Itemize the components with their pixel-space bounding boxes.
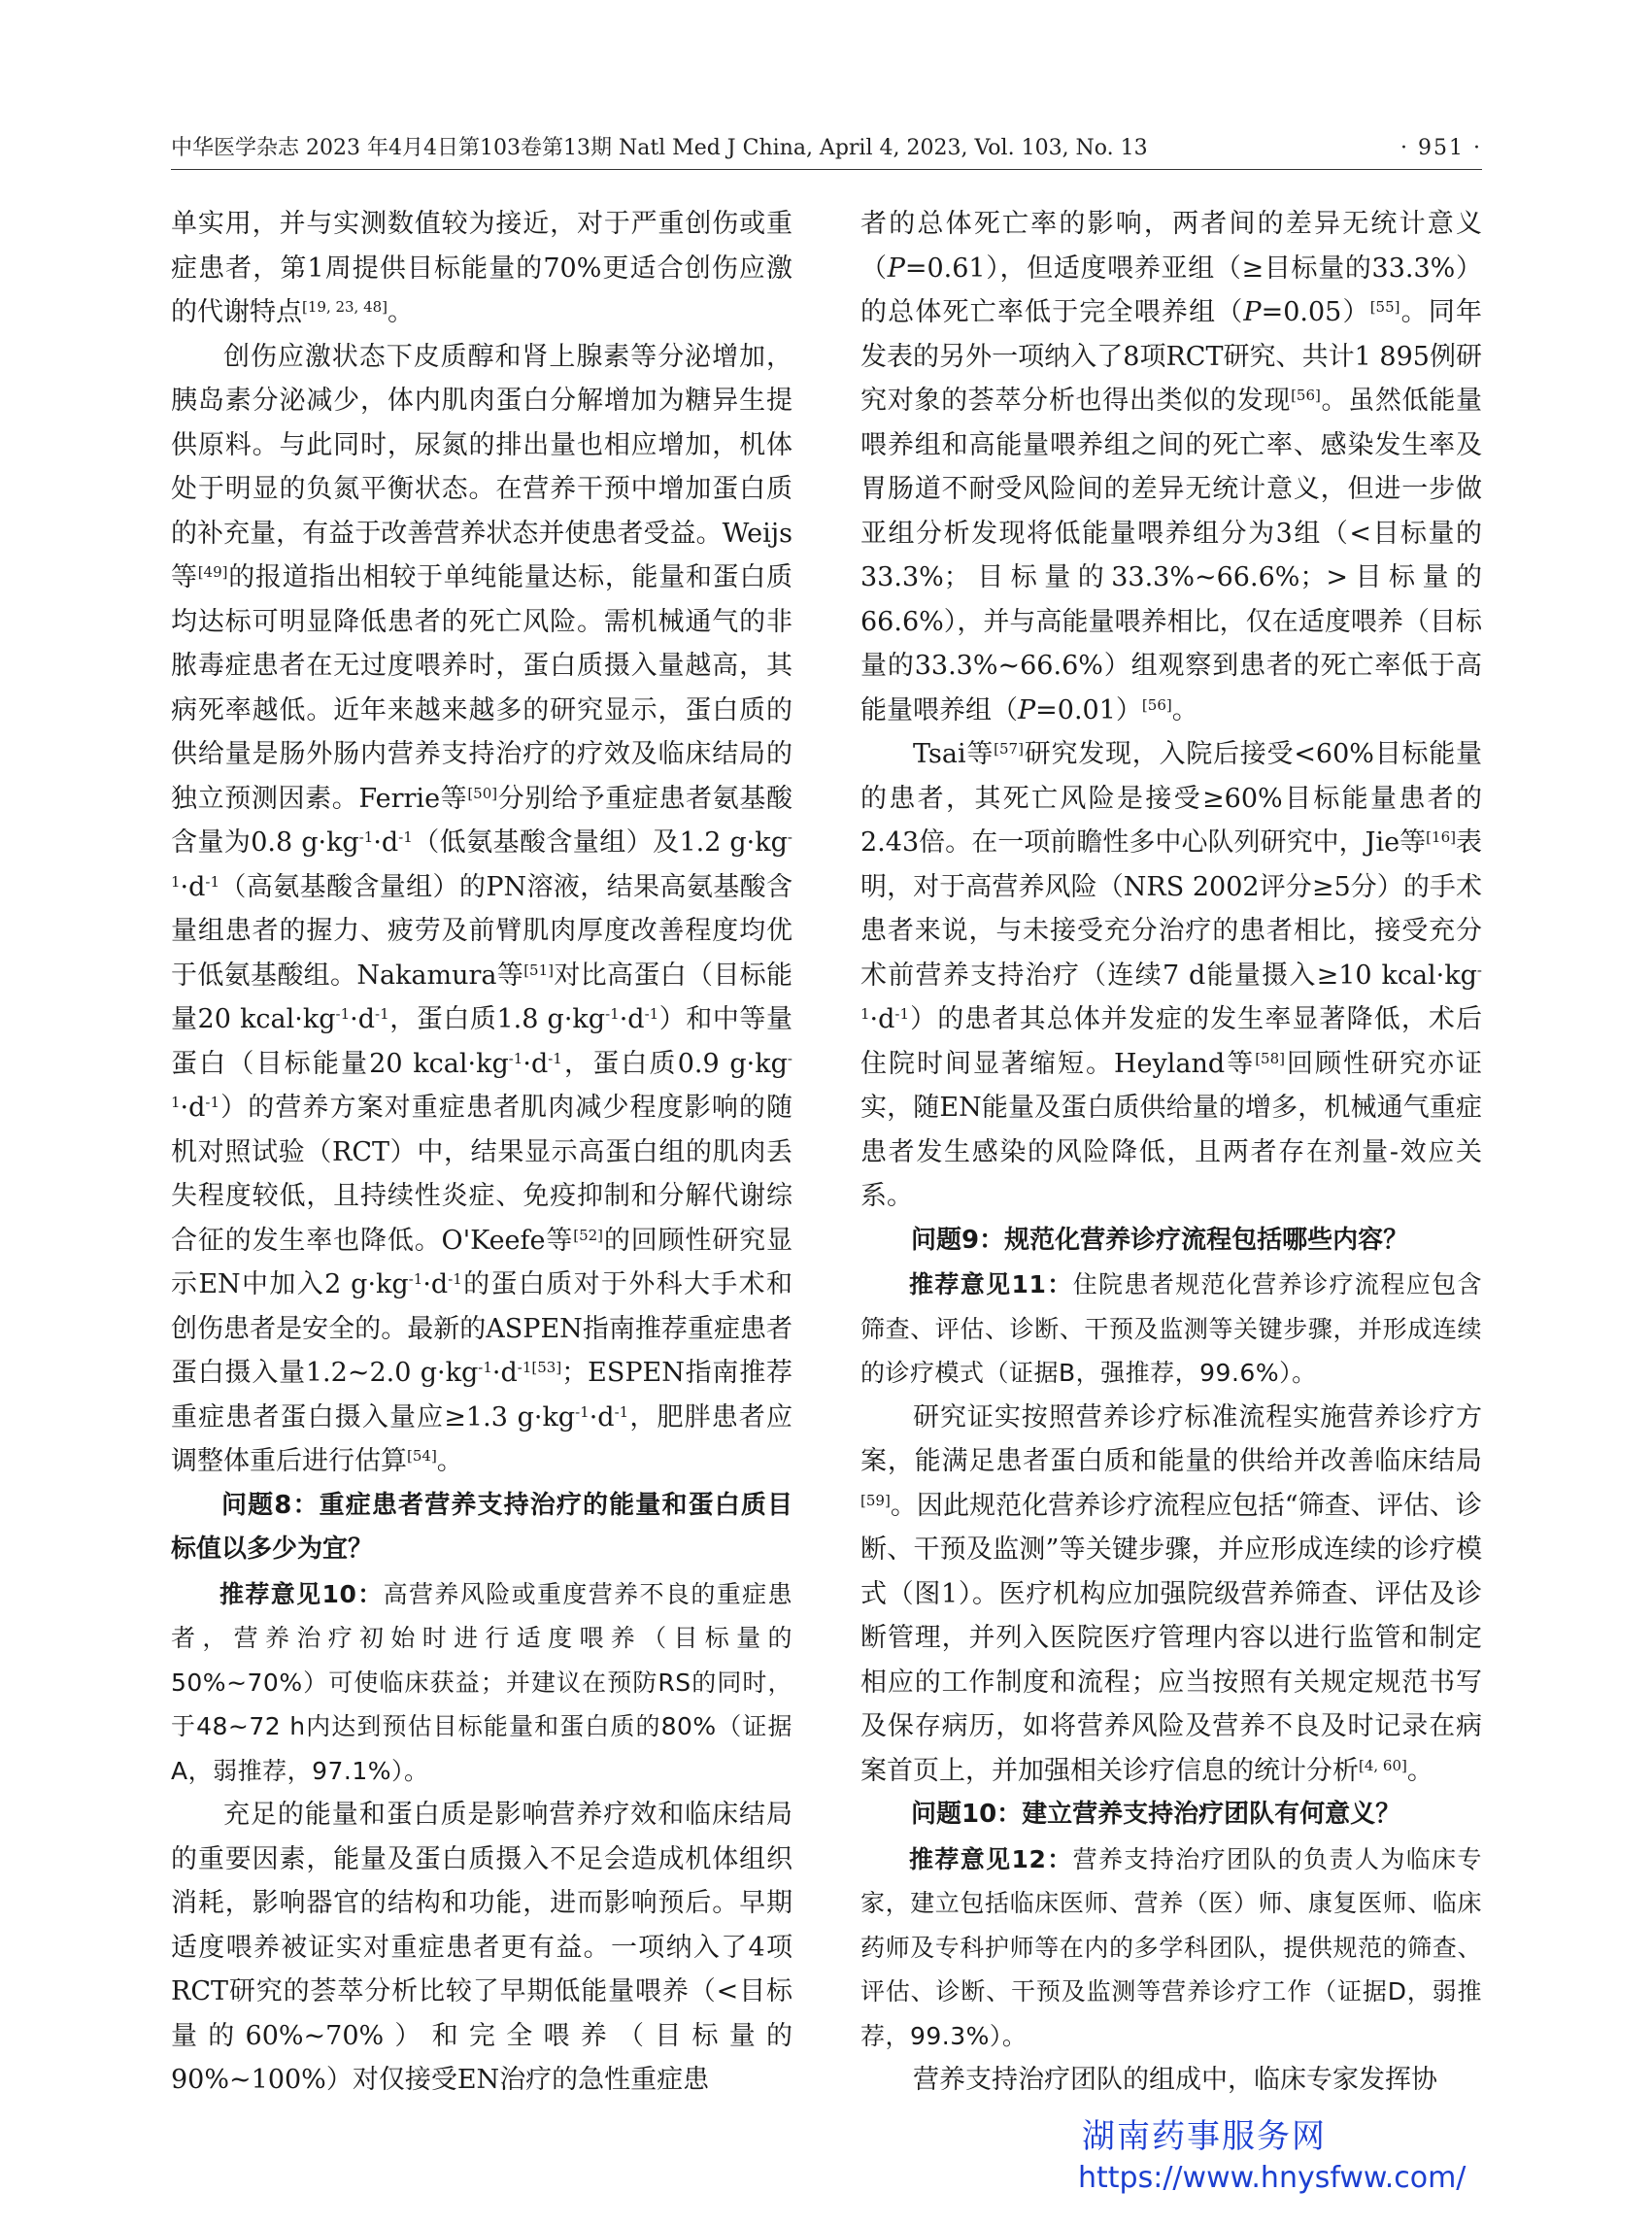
text-run: =0.61），但适度喂养亚组（≥目标量的33.3%）的总体死亡率低于完全喂养组（ xyxy=(860,253,1483,327)
text-run: 。因此规范化营养诊疗流程应包括“筛查、评估、诊断、干预及监测”等关键步骤，并应形成连续的诊疗模式（图1）。医疗机构应加强院级营养筛查、评估及诊断管理，并列入医院医疗管理内容以进行监管和制定相应的工作制度和流程；应当按照有关规定规范书写及保存病历，如将营养风险及营养不良及时记录在病案首页上，并加强相关诊疗信息的统计分析 xyxy=(860,1490,1482,1786)
citation-superscript: [56] xyxy=(1291,387,1321,404)
text-run: ，蛋白质0.9 g·kg xyxy=(561,1048,788,1079)
text-run: ）的患者其总体并发症的发生率显著降低，术后住院时间显著缩短。Heyland等 xyxy=(860,1004,1482,1079)
body-paragraph xyxy=(171,1793,792,2103)
text-run: 分别给予重症患者氨基酸含量为0.8 g·kg xyxy=(171,783,793,858)
text-run: ·d xyxy=(589,1401,615,1433)
citation-superscript: -1 xyxy=(358,828,374,846)
citation-superscript: [50] xyxy=(467,784,498,802)
body-paragraph xyxy=(171,335,792,1484)
italic-symbol: P xyxy=(887,253,905,284)
text-run: 住院患者规范化营养诊疗流程应包含筛查、评估、诊断、干预及监测等关键步骤，并形成连续的诊疗模式（证据B，强推荐，99.6%）。 xyxy=(860,1270,1482,1387)
text-run: 创伤应激状态下皮质醇和肾上腺素等分泌增加，胰岛素分泌减少，体内肌肉蛋白分解增加为糖异生提供原料。与此同时，尿氮的排出量也相应增加，机体处于明显的负氮平衡状态。在营养干预中增加蛋白质的补充量，有益于改善营养状态并使患者受益。Weijs等 xyxy=(171,341,792,592)
citation-superscript: [55] xyxy=(1369,298,1400,316)
citation-superscript: [19, 23, 48] xyxy=(302,298,388,316)
citation-superscript: -1 xyxy=(375,1005,389,1023)
text-run: ·d xyxy=(491,1358,518,1388)
recommendation-label: 推荐意见10： xyxy=(219,1579,384,1608)
recommendation-paragraph xyxy=(860,1837,1482,2059)
question-heading xyxy=(860,1219,1482,1264)
text-run: （高氨基酸含量组）的PN溶液，结果高氨基酸含量组患者的握力、疲劳及前臂肌肉厚度改善程度均优于低氨基酸组。Nakamura等 xyxy=(171,871,792,991)
recommendation-label: 推荐意见11： xyxy=(909,1270,1073,1298)
citation-superscript: -1 xyxy=(448,1270,462,1288)
citation-superscript: [16] xyxy=(1426,828,1456,846)
citation-superscript: [58] xyxy=(1255,1049,1285,1067)
text-run: 问题10：建立营养支持治疗团队有何意义？ xyxy=(911,1800,1401,1829)
citation-superscript: -1 xyxy=(408,1270,423,1288)
text-run: ·d xyxy=(350,1004,376,1034)
text-run: 。虽然低能量喂养组和高能量喂养组之间的死亡率、感染发生率及胃肠道不耐受风险间的差异无统计意义，但进一步做亚组分析发现将低能量喂养组分为3组（<目标量的33.3%；目标量的33.3%~66.6%；>目标量的66.6%），并与高能量喂养相比，仅在适度喂养（目标量的33.3%~66.6%）组观察到患者的死亡率低于高能量喂养组（ xyxy=(860,386,1483,725)
text-run: ·d xyxy=(619,1004,645,1034)
text-run: 者的总体死亡率的影响，两者间的差异无统计意义（ xyxy=(860,209,1482,284)
text-run: 研究发现，入院后接受<60%目标能量的患者，其死亡风险是接受≥60%目标能量患者的2.43倍。在一项前瞻性多中心队列研究中，Jie等 xyxy=(860,739,1482,858)
text-run: 。 xyxy=(1406,1755,1433,1786)
text-run: 问题9：规范化营养诊疗流程包括哪些内容？ xyxy=(911,1225,1409,1255)
text-run: =0.05） xyxy=(1261,297,1370,327)
text-run: ·d xyxy=(180,1093,206,1123)
text-run: ；ESPEN指南推荐重症患者蛋白摄入量应≥1.3 g·kg xyxy=(171,1358,792,1433)
text-run: 。 xyxy=(1171,694,1198,725)
text-run: 对比高蛋白（目标能量20 kcal·kg xyxy=(171,960,792,1034)
text-run: 的回顾性研究显示EN中加入2 g·kg xyxy=(171,1225,793,1299)
citation-superscript: -1 xyxy=(508,1049,523,1067)
text-run: ，肥胖患者应调整体重后进行估算 xyxy=(171,1401,793,1476)
italic-symbol: P xyxy=(1243,297,1262,327)
text-run: 高营养风险或重度营养不良的重症患者，营养治疗初始时进行适度喂养（目标量的50%~70%）可使临床获益；并建议在预防RS的同时，于48~72 h内达到预估目标能量和蛋白质的80%（证据A，弱推荐，97.1%）。 xyxy=(171,1579,792,1785)
italic-symbol: P xyxy=(1018,694,1036,725)
text-run: 研究证实按照营养诊疗标准流程实施营养诊疗方案，能满足患者蛋白质和能量的供给并改善临床结局 xyxy=(860,1401,1482,1476)
running-head xyxy=(171,134,1482,173)
body-paragraph xyxy=(860,1396,1482,1794)
text-run: ）和中等量蛋白（目标能量20 kcal·kg xyxy=(171,1004,792,1079)
citation-superscript: -1[53] xyxy=(517,1359,562,1376)
citation-superscript: -1 xyxy=(398,828,413,846)
text-run: ·d xyxy=(180,871,206,902)
citation-superscript: [4, 60] xyxy=(1359,1756,1407,1774)
text-run: 。 xyxy=(388,297,415,327)
citation-superscript: -1 xyxy=(894,1005,910,1023)
watermark xyxy=(1078,2115,1467,2199)
body-paragraph xyxy=(860,2058,1482,2103)
citation-superscript: -1 xyxy=(614,1402,629,1421)
text-run: 营养支持治疗团队的组成中，临床专家发挥协 xyxy=(913,2065,1437,2095)
citation-superscript: -1 xyxy=(171,828,792,891)
watermark-site-name: 湖南药事服务网 xyxy=(1082,2117,1327,2156)
paragraph-continued xyxy=(171,202,792,335)
text-run: Tsai等 xyxy=(913,739,995,769)
citation-superscript: -1 xyxy=(478,1359,492,1376)
text-run: ·d xyxy=(523,1048,549,1079)
text-run: 问题8：重症患者营养支持治疗的能量和蛋白质目标值以多少为宜？ xyxy=(171,1490,792,1564)
page-number: · 951 · xyxy=(1400,136,1482,160)
text-run: ）的营养方案对重症患者肌肉减少程度影响的随机对照试验（RCT）中，结果显示高蛋白组的肌肉丢失程度较低，且持续性炎症、免疫抑制和分解代谢综合征的发生率也降低。O'Keefe等 xyxy=(171,1093,792,1256)
text-run: 营养支持治疗团队的负责人为临床专家，建立包括临床医师、营养（医）师、康复医师、临床药师及专科护师等在内的多学科团队，提供规范的筛查、评估、诊断、干预及监测等营养诊疗工作（证据D，弱推荐，99.3%）。 xyxy=(860,1844,1482,2050)
recommendation-label: 推荐意见12： xyxy=(909,1844,1073,1873)
recommendation-paragraph xyxy=(171,1572,792,1794)
text-run: 的蛋白质对于外科大手术和创伤患者是安全的。最新的ASPEN指南推荐重症患者蛋白摄入量1.2~2.0 g·kg xyxy=(171,1269,793,1388)
body-paragraph xyxy=(860,732,1482,1219)
left-column xyxy=(171,202,792,2103)
header-rule xyxy=(171,169,1482,170)
citation-superscript: -1 xyxy=(605,1005,620,1023)
citation-superscript: -1 xyxy=(205,1094,220,1111)
citation-superscript: [59] xyxy=(860,1491,891,1509)
citation-superscript: [56] xyxy=(1141,695,1172,714)
question-heading xyxy=(860,1793,1482,1837)
text-run: 。同年发表的另外一项纳入了8项RCT研究、共计1 895例研究对象的荟萃分析也得出类似的发现 xyxy=(860,297,1483,416)
recommendation-paragraph xyxy=(860,1263,1482,1396)
text-run: 充足的能量和蛋白质是影响营养疗效和临床结局的重要因素，能量及蛋白质摄入不足会造成机体组织消耗，影响器官的结构和功能，进而影响预后。早期适度喂养被证实对重症患者更有益。一项纳入了4项RCT研究的荟萃分析比较了早期低能量喂养（<目标量的60%~70%）和完全喂养（目标量的90%~100%）对仅接受EN治疗的急性重症患 xyxy=(171,1800,792,2095)
text-run: 的报道指出相较于单纯能量达标，能量和蛋白质均达标可明显降低患者的死亡风险。需机械通气的非脓毒症患者在无过度喂养时，蛋白质摄入量越高，其病死率越低。近年来越来越多的研究显示，蛋白质的供给量是肠外肠内营养支持治疗的疗效及临床结局的独立预测因素。Ferrie等 xyxy=(171,562,793,814)
citation-superscript: [54] xyxy=(407,1447,437,1465)
citation-superscript: -1 xyxy=(548,1049,562,1067)
citation-superscript: [49] xyxy=(197,563,228,581)
citation-superscript: -1 xyxy=(171,1049,792,1111)
text-run: （低氨基酸含量组）及1.2 g·kg xyxy=(412,827,788,858)
text-run: ·d xyxy=(373,827,399,858)
citation-superscript: [52] xyxy=(573,1226,604,1244)
citation-superscript: -1 xyxy=(205,872,220,891)
text-run: ·d xyxy=(869,1004,895,1034)
text-run: =0.01） xyxy=(1035,694,1142,725)
question-heading xyxy=(171,1484,792,1572)
right-column xyxy=(860,202,1482,2103)
paragraph-continued xyxy=(860,202,1482,732)
text-run: 。 xyxy=(436,1446,463,1476)
text-run: ，蛋白质1.8 g·kg xyxy=(388,1004,606,1034)
text-run: 表明，对于高营养风险（NRS 2002评分≥5分）的手术患者来说，与未接受充分治疗的患者相比，接受充分术前营养支持治疗（连续7 d能量摄入≥10 kcal·kg xyxy=(860,827,1482,991)
citation-superscript: [51] xyxy=(523,961,554,979)
text-run: 回顾性研究亦证实，随EN能量及蛋白质供给量的增多，机械通气重症患者发生感染的风险降低，且两者存在剂量-效应关系。 xyxy=(860,1048,1483,1211)
watermark-url: https://www.hnysfww.com/ xyxy=(1078,2161,1467,2195)
text-run: ·d xyxy=(422,1269,449,1299)
text-run: 单实用，并与实测数值较为接近，对于严重创伤或重症患者，第1周提供目标能量的70%更适合创伤应激的代谢特点 xyxy=(171,209,792,327)
citation-superscript: -1 xyxy=(575,1402,590,1421)
journal-citation: 中华医学杂志 2023 年4月4日第103卷第13期 Natl Med J China, April 4, 2023, Vol. 103, No. 13 xyxy=(171,136,1148,160)
citation-superscript: [57] xyxy=(994,740,1024,758)
citation-superscript: -1 xyxy=(335,1005,351,1023)
citation-superscript: -1 xyxy=(860,961,1482,1023)
citation-superscript: -1 xyxy=(644,1005,659,1023)
